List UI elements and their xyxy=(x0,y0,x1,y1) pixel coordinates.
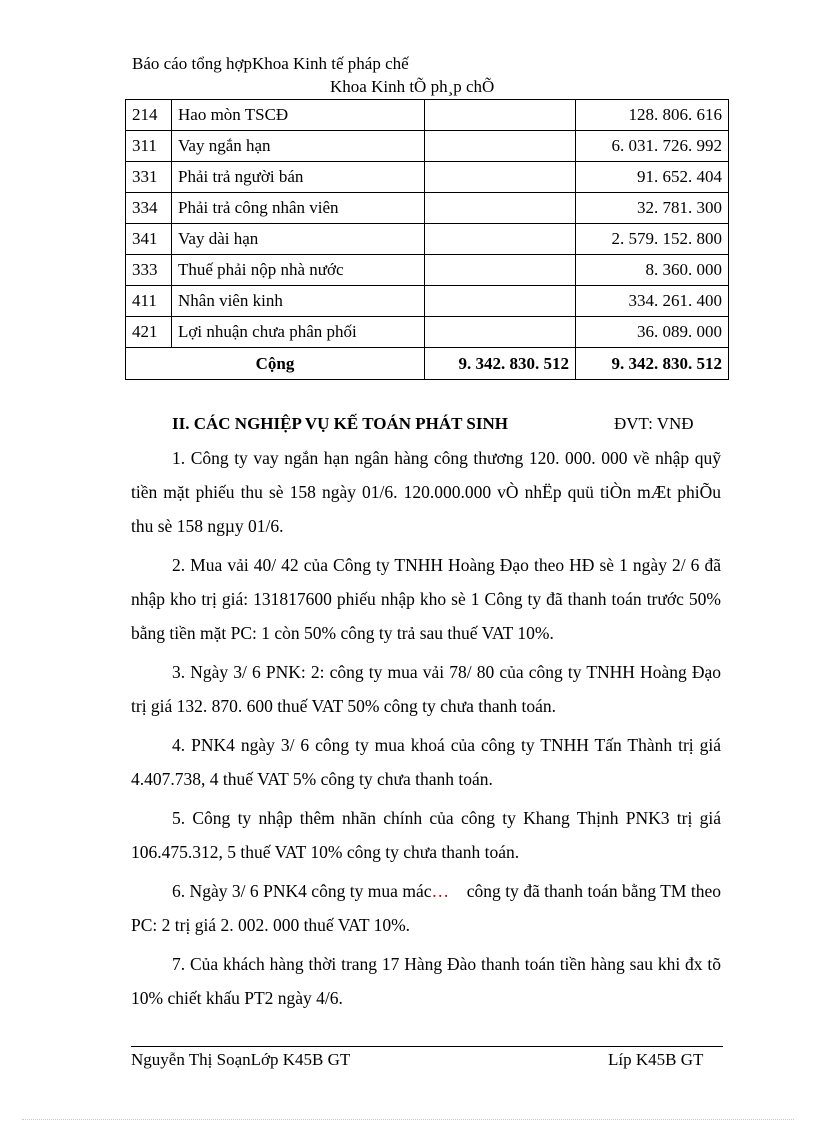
table-row xyxy=(126,286,729,317)
credit-value: 32. 781. 300 xyxy=(576,193,729,224)
account-name: Phải trả công nhân viên xyxy=(172,193,425,224)
account-code: 334 xyxy=(126,193,172,224)
account-code: 411 xyxy=(126,286,172,317)
table-row xyxy=(126,255,729,286)
transaction-6 xyxy=(131,874,726,942)
total-debit: 9. 342. 830. 512 xyxy=(425,348,576,380)
account-code: 214 xyxy=(126,100,172,131)
credit-value: 36. 089. 000 xyxy=(576,317,729,348)
debit-value xyxy=(425,193,576,224)
transaction-7: 7. Của khách hàng thời trang 17 Hàng Đào thanh toán tiền hàng sau khi đx tõ 10% chiết khấu PT2 ngày 4/6. xyxy=(131,954,721,1008)
account-name: Hao mòn TSCĐ xyxy=(172,100,425,131)
transaction-2: 2. Mua vải 40/ 42 của Công ty TNHH Hoàng Đạo theo HĐ sè 1 ngày 2/ 6 đã nhập kho trị giá: 131817600 phiếu nhập kho sè 1 Công ty đã thanh toán trước 50% bằng tiền mặt PC: 1 còn 50% công ty trả sau thuế VAT 10%. xyxy=(131,555,721,643)
account-code: 341 xyxy=(126,224,172,255)
account-name: Lợi nhuận chưa phân phối xyxy=(172,317,425,348)
transaction-list xyxy=(131,441,726,1020)
transaction-3: 3. Ngày 3/ 6 PNK: 2: công ty mua vải 78/ 80 của công ty TNHH Hoàng Đạo trị giá 132. 870. 600 thuế VAT 50% công ty chưa thanh toán. xyxy=(131,662,721,716)
table-row xyxy=(126,131,729,162)
debit-value xyxy=(425,162,576,193)
section-title: II. CÁC NGHIỆP VỤ KẾ TOÁN PHÁT SINH xyxy=(172,414,508,433)
table-row xyxy=(126,100,729,131)
footer-author: Nguyễn Thị SoạnLớp K45B GT xyxy=(131,1050,351,1069)
account-name: Thuế phải nộp nhà nước xyxy=(172,255,425,286)
footer-class: Líp K45B GT xyxy=(608,1050,704,1069)
transaction-4: 4. PNK4 ngày 3/ 6 công ty mua khoá của công ty TNHH Tấn Thành trị giá 4.407.738, 4 thuế VAT 5% công ty chưa thanh toán. xyxy=(131,735,721,789)
debit-value xyxy=(425,286,576,317)
transaction-6-start: 6. Ngày 3/ 6 PNK4 công ty mua mác xyxy=(172,881,432,901)
credit-value: 91. 652. 404 xyxy=(576,162,729,193)
table-row xyxy=(126,162,729,193)
table-row xyxy=(126,193,729,224)
table-row xyxy=(126,317,729,348)
footer-divider xyxy=(131,1046,723,1047)
total-label: Cộng xyxy=(126,348,425,380)
header-title: Báo cáo tổng hợpKhoa Kinh tế pháp chế xyxy=(132,54,409,73)
header-subtitle: Khoa Kinh tÕ ph¸p chÕ xyxy=(330,77,495,96)
total-credit: 9. 342. 830. 512 xyxy=(576,348,729,380)
account-code: 331 xyxy=(126,162,172,193)
account-code: 421 xyxy=(126,317,172,348)
debit-value xyxy=(425,131,576,162)
ellipsis-mark: … xyxy=(431,881,450,901)
transaction-5: 5. Công ty nhập thêm nhãn chính của công ty Khang Thịnh PNK3 trị giá 106.475.312, 5 thuế VAT 10% công ty chưa thanh toán. xyxy=(131,808,721,862)
debit-value xyxy=(425,100,576,131)
account-name: Nhân viên kinh xyxy=(172,286,425,317)
transaction-1: 1. Công ty vay ngắn hạn ngân hàng công thương 120. 000. 000 về nhập quỹ tiền mặt phiếu thu sè 158 ngày 01/6. 120.000.000 vÒ nhËp quü tiÒn mÆt phiÕu thu sè 158 ngµy 01/6. xyxy=(131,448,721,536)
credit-value: 2. 579. 152. 800 xyxy=(576,224,729,255)
total-row xyxy=(126,348,729,380)
currency-unit: ĐVT: VNĐ xyxy=(614,414,694,433)
ledger-table xyxy=(125,99,729,380)
credit-value: 8. 360. 000 xyxy=(576,255,729,286)
transaction-6-end: công ty đã thanh toán bằng TM theo PC: 2 trị giá 2. 002. 000 thuế VAT 10%. xyxy=(131,881,726,935)
account-name: Vay dài hạn xyxy=(172,224,425,255)
debit-value xyxy=(425,255,576,286)
account-code: 311 xyxy=(126,131,172,162)
account-name: Phải trả người bán xyxy=(172,162,425,193)
credit-value: 334. 261. 400 xyxy=(576,286,729,317)
credit-value: 128. 806. 616 xyxy=(576,100,729,131)
debit-value xyxy=(425,317,576,348)
account-name: Vay ngắn hạn xyxy=(172,131,425,162)
account-code: 333 xyxy=(126,255,172,286)
page-edge-divider xyxy=(22,1119,794,1120)
table-row xyxy=(126,224,729,255)
debit-value xyxy=(425,224,576,255)
credit-value: 6. 031. 726. 992 xyxy=(576,131,729,162)
